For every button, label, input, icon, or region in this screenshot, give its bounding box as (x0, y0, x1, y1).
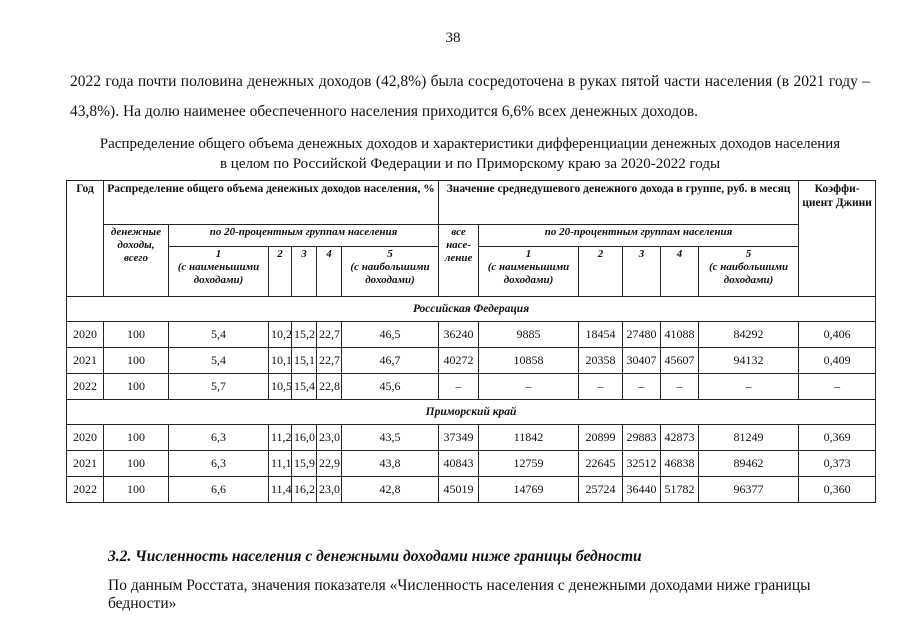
section-heading: 3.2. Численность населения с денежными доходами ниже границы бедности (108, 548, 642, 565)
header-q3: 3 (292, 247, 317, 297)
cell-q5: 46,5 (342, 322, 439, 348)
cell-year: 2020 (67, 425, 104, 451)
cell-income-q2: 20358 (579, 348, 623, 374)
cell-q3: 15,1 (292, 348, 317, 374)
cell-q4: 23,0 (317, 425, 342, 451)
header-income-q1 (479, 247, 579, 297)
cell-total: 100 (104, 348, 169, 374)
cell-income-q1: 14769 (479, 477, 579, 503)
cell-income-q1: 11842 (479, 425, 579, 451)
table-title-line-1: Распределение общего объема денежных доходов и характеристики дифференциации денежных доходов населения (99, 136, 841, 152)
header-income-q3: 3 (623, 247, 661, 297)
cell-total: 100 (104, 374, 169, 400)
cell-q5: 46,7 (342, 348, 439, 374)
table-title (66, 134, 874, 174)
header-income-q1-num: 1 (525, 248, 532, 260)
cell-q1: 6,3 (169, 425, 269, 451)
cell-gini: 0,406 (799, 322, 876, 348)
cell-income-q4: 51782 (661, 477, 699, 503)
cell-income-q2: 22645 (579, 451, 623, 477)
cell-q5: 43,8 (342, 451, 439, 477)
cell-q2: 11,2 (269, 425, 292, 451)
cell-q1: 5,7 (169, 374, 269, 400)
table-row (67, 322, 876, 348)
cell-q1: 5,4 (169, 348, 269, 374)
region-heading: Приморский край (67, 400, 876, 425)
header-q5-note: (с наибольшими доходами) (350, 261, 430, 286)
cell-year: 2021 (67, 348, 104, 374)
header-q1 (169, 247, 269, 297)
cell-q5: 43,5 (342, 425, 439, 451)
table-row (67, 348, 876, 374)
header-gini: Коэффи-циент Джини (799, 181, 876, 297)
cell-income-q3: – (623, 374, 661, 400)
cell-income-q1: 10858 (479, 348, 579, 374)
header-income-q5 (699, 247, 799, 297)
intro-line-2: 43,8%). На долю наименее обеспеченного населения приходится 6,6% всех денежных доходов. (70, 103, 699, 120)
cell-gini: 0,369 (799, 425, 876, 451)
cell-all: 45019 (439, 477, 479, 503)
header-quintile-groups: по 20-процентным группам населения (169, 225, 439, 247)
cell-gini: 0,360 (799, 477, 876, 503)
cell-q2: 11,4 (269, 477, 292, 503)
cell-income-q1: 12759 (479, 451, 579, 477)
cell-q5: 42,8 (342, 477, 439, 503)
header-q2: 2 (269, 247, 292, 297)
cell-q3: 15,9 (292, 451, 317, 477)
cell-q2: 10,5 (269, 374, 292, 400)
cell-all: 37349 (439, 425, 479, 451)
table-row (67, 477, 876, 503)
cell-q4: 22,7 (317, 348, 342, 374)
cell-all: – (439, 374, 479, 400)
cell-income-q4: 41088 (661, 322, 699, 348)
header-income-q2: 2 (579, 247, 623, 297)
cell-q3: 16,2 (292, 477, 317, 503)
cell-income-q4: – (661, 374, 699, 400)
table-row (67, 451, 876, 477)
header-quintile-groups-2: по 20-процентным группам населения (479, 225, 799, 247)
cell-income-q5: 94132 (699, 348, 799, 374)
header-avg-income: Значение среднедушевого денежного дохода в группе, руб. в месяц (439, 181, 799, 225)
cell-q3: 15,4 (292, 374, 317, 400)
intro-line-1: 2022 года почти половина денежных доходов (42,8%) была сосредоточена в руках пятой части населения (в 2021 году – (70, 73, 870, 90)
region-heading: Российская Федерация (67, 297, 876, 322)
header-income-q1-note: (с наименьшими доходами) (487, 261, 570, 286)
cell-total: 100 (104, 425, 169, 451)
cell-year: 2021 (67, 451, 104, 477)
cell-q2: 11,1 (269, 451, 292, 477)
cell-all: 40843 (439, 451, 479, 477)
table-header (67, 181, 876, 297)
cell-income-q5: 81249 (699, 425, 799, 451)
cell-income-q2: – (579, 374, 623, 400)
cell-q2: 10,1 (269, 348, 292, 374)
cell-q3: 15,2 (292, 322, 317, 348)
header-q1-note: (с наименьшими доходами) (177, 261, 260, 286)
page-number: 38 (445, 30, 461, 46)
header-income-q5-num: 5 (745, 248, 752, 260)
cell-income-q3: 36440 (623, 477, 661, 503)
table-body (67, 297, 876, 503)
cell-income-q1: 9885 (479, 322, 579, 348)
table-title-line-2: в целом по Российской Федерации и по Приморскому краю за 2020-2022 годы (219, 156, 721, 172)
cell-income-q5: 89462 (699, 451, 799, 477)
cell-income-q2: 25724 (579, 477, 623, 503)
cell-q2: 10,2 (269, 322, 292, 348)
cell-q4: 22,8 (317, 374, 342, 400)
cell-income-q4: 45607 (661, 348, 699, 374)
cell-gini: 0,409 (799, 348, 876, 374)
cell-income-q3: 29883 (623, 425, 661, 451)
cell-q1: 5,4 (169, 322, 269, 348)
cell-income-q4: 46838 (661, 451, 699, 477)
table-row (67, 425, 876, 451)
cell-income-q5: 84292 (699, 322, 799, 348)
cell-income-q5: – (699, 374, 799, 400)
cell-q5: 45,6 (342, 374, 439, 400)
section-text: По данным Росстата, значения показателя «Численность населения с денежными доходами ниже границы бедности» (108, 577, 811, 612)
cell-income-q2: 20899 (579, 425, 623, 451)
cell-q4: 23,0 (317, 477, 342, 503)
cell-q4: 22,9 (317, 451, 342, 477)
cell-year: 2020 (67, 322, 104, 348)
header-q5 (342, 247, 439, 297)
header-q5-num: 5 (387, 248, 393, 260)
cell-all: 40272 (439, 348, 479, 374)
cell-income-q4: 42873 (661, 425, 699, 451)
header-q4: 4 (317, 247, 342, 297)
table-row (67, 374, 876, 400)
cell-income-q3: 27480 (623, 322, 661, 348)
cell-total: 100 (104, 451, 169, 477)
header-q1-num: 1 (215, 248, 222, 260)
cell-q1: 6,6 (169, 477, 269, 503)
income-distribution-table (66, 180, 876, 503)
header-all-population: все насе-ление (439, 225, 479, 297)
cell-total: 100 (104, 322, 169, 348)
header-distribution: Распределение общего объема денежных доходов населения, % (104, 181, 439, 225)
cell-all: 36240 (439, 322, 479, 348)
header-total-income: денежные доходы, всего (104, 225, 169, 297)
cell-q3: 16,0 (292, 425, 317, 451)
cell-gini: 0,373 (799, 451, 876, 477)
cell-income-q5: 96377 (699, 477, 799, 503)
header-year: Год (67, 181, 104, 297)
header-income-q4: 4 (661, 247, 699, 297)
header-income-q5-note: (с наибольшими доходами) (708, 261, 789, 286)
cell-income-q2: 18454 (579, 322, 623, 348)
cell-income-q3: 32512 (623, 451, 661, 477)
cell-year: 2022 (67, 374, 104, 400)
cell-q4: 22,7 (317, 322, 342, 348)
cell-q1: 6,3 (169, 451, 269, 477)
cell-income-q3: 30407 (623, 348, 661, 374)
cell-year: 2022 (67, 477, 104, 503)
cell-total: 100 (104, 477, 169, 503)
cell-gini: – (799, 374, 876, 400)
cell-income-q1: – (479, 374, 579, 400)
